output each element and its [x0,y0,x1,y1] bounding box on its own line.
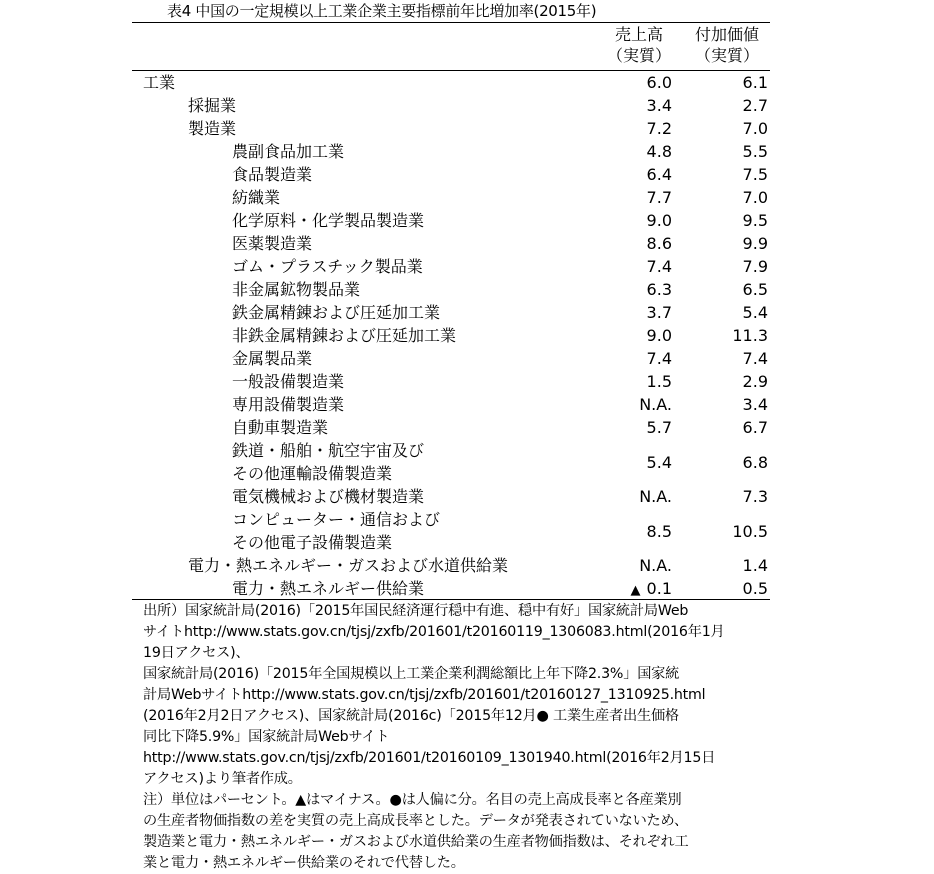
row-label [232,232,312,255]
row-label [232,255,423,278]
sales-value [592,393,672,416]
value-added-value: 9.5 [742,211,768,230]
source-note-line: (2016年2月2日アクセス)、国家統計局(2016c)「2015年12月● 工業生産者出生価格 [143,708,679,724]
table-row [0,577,934,600]
source-note-line: 19日アクセス)、 [143,645,250,661]
sales-value [592,485,672,508]
row-label [232,393,344,416]
remark-note-line: の生産者物価指数の差を実質の売上高成長率とした。データが発表されていないため、 [143,813,688,829]
table-row [0,370,934,393]
sales-number: N.A. [639,556,672,575]
sales-number: 7.7 [646,188,672,207]
value-added-value: 7.5 [742,165,768,184]
sales-value [592,255,672,278]
table-row [0,347,934,370]
sales-number: 1.5 [646,372,672,391]
sales-number: 3.4 [646,96,672,115]
table-row [0,71,934,94]
row-label-line1: 医薬製造業 [232,234,313,253]
source-note-line: サイトhttp://www.stats.gov.cn/tjsj/zxfb/201601/t20160119_1306083.html(2016年1月 [143,624,725,640]
sales-number: 8.5 [646,522,672,541]
remark-note-line: 注）単位はパーセント。▲はマイナス。●は人偏に分。名目の売上高成長率と各産業別 [143,792,682,808]
table-row [0,186,934,209]
row-label-line1: 農副食品加工業 [232,142,345,161]
sales-number: 8.6 [646,234,672,253]
source-note-line: http://www.stats.gov.cn/tjsj/zxfb/201601/t20160109_1301940.html(2016年2月15日 [143,750,716,766]
row-label-line1: 電力・熱エネルギー・ガスおよび水道供給業 [188,556,509,575]
row-label-line1: 紡織業 [232,188,281,207]
table-row [0,301,934,324]
minus-triangle-icon: ▲ [630,583,641,598]
sales-value [592,163,672,186]
sales-value [592,324,672,347]
row-label [232,370,344,393]
sales-number: 7.2 [646,119,672,138]
sales-value [592,186,672,209]
table-row [0,255,934,278]
sales-number: 9.0 [646,211,672,230]
table-row [0,94,934,117]
sales-number: 6.3 [646,280,672,299]
row-label [232,301,440,324]
sales-number: N.A. [639,395,672,414]
sales-number: 7.4 [646,257,672,276]
value-added-value: 7.3 [742,487,768,506]
row-label [232,324,456,347]
table-row [0,324,934,347]
notes [143,601,783,874]
row-label-line1: 鉄道・船舶・航空宇宙及び [232,441,425,460]
row-label-line1: 非金属鉱物製品業 [232,280,361,299]
row-label [232,416,328,439]
table-title: 表4 中国の一定規模以上工業企業主要指標前年比増加率(2015年) [167,2,597,20]
table-row [0,508,934,554]
sales-number: 9.0 [646,326,672,345]
column-header-value-added [682,24,772,66]
row-label [232,577,424,600]
sales-number: 7.4 [646,349,672,368]
table-row [0,140,934,163]
top-rule [132,22,770,23]
value-added-value: 6.8 [742,453,768,472]
source-note-line: アクセス)より筆者作成。 [143,771,302,787]
value-added-value: 11.3 [732,326,768,345]
sales-value [592,140,672,163]
source-note-line: 計局Webサイトhttp://www.stats.gov.cn/tjsj/zxfb/201601/t20160127_1310925.html [143,687,706,703]
sales-number: 6.4 [646,165,672,184]
table-row [0,209,934,232]
row-label [143,71,175,94]
sales-number: 6.0 [646,73,672,92]
value-added-value: 5.5 [742,142,768,161]
value-added-value: 0.5 [742,579,768,598]
row-label [232,508,440,554]
value-added-value: 9.9 [742,234,768,253]
value-added-value: 7.4 [742,349,768,368]
sales-value [592,209,672,232]
sales-value [592,278,672,301]
column-header-value-added-line2: （実質） [694,46,759,65]
value-added-value: 3.4 [742,395,768,414]
sales-number: 4.8 [646,142,672,161]
source-note-line: 出所）国家統計局(2016)「2015年国民経済運行穏中有進、穏中有好」国家統計局Web [143,603,689,619]
row-label-line1: 鉄金属精錬および圧延加工業 [232,303,441,322]
row-label [188,94,236,117]
source-note-line: 国家統計局(2016)「2015年全国規模以上工業企業利潤総額比上年下降2.3%」国家統 [143,666,680,682]
value-added-value: 10.5 [732,522,768,541]
sales-number: N.A. [639,487,672,506]
table-row [0,485,934,508]
row-label [232,163,312,186]
value-added-value: 7.0 [742,188,768,207]
sales-number: 0.1 [646,579,672,598]
remark-notes [143,790,783,874]
source-notes [143,601,783,790]
row-label-line1: 電気機械および機材製造業 [232,487,425,506]
row-label-line2: その他電子設備製造業 [232,533,393,552]
value-added-value: 5.4 [742,303,768,322]
sales-value [592,71,672,94]
column-header-sales-line1: 売上高 [614,25,663,44]
sales-value [592,94,672,117]
table-row [0,554,934,577]
sales-number: 5.4 [646,453,672,472]
row-label-line1: 自動車製造業 [232,418,329,437]
row-label [232,209,424,232]
row-label [188,117,236,140]
column-header-sales [598,24,680,66]
value-added-value: 7.0 [742,119,768,138]
row-label [232,485,424,508]
sales-value [592,370,672,393]
row-label-line1: 工業 [143,73,176,92]
row-label-line1: ゴム・プラスチック製品業 [232,257,423,276]
table-row [0,393,934,416]
sales-number: 5.7 [646,418,672,437]
sales-value [592,347,672,370]
table-row [0,439,934,485]
value-added-value: 2.7 [742,96,768,115]
row-label [232,140,344,163]
sales-value [592,520,672,543]
sales-number: 3.7 [646,303,672,322]
row-label-line1: 化学原料・化学製品製造業 [232,211,425,230]
row-label-line1: 採掘業 [188,96,237,115]
sales-value [592,301,672,324]
row-label-line1: 一般設備製造業 [232,372,345,391]
table-row [0,117,934,140]
column-header-value-added-line1: 付加価値 [694,25,759,44]
sales-value [592,232,672,255]
table-row [0,232,934,255]
table-row [0,163,934,186]
sales-value [592,416,672,439]
row-label-line1: 製造業 [188,119,237,138]
remark-note-line: 業と電力・熱エネルギー供給業のそれで代替した。 [143,855,465,871]
row-label [232,347,312,370]
table-row [0,278,934,301]
remark-note-line: 製造業と電力・熱エネルギー・ガスおよび水道供給業の生産者物価指数は、それぞれ工 [143,834,689,850]
table-row [0,416,934,439]
value-added-value: 2.9 [742,372,768,391]
sales-value [592,554,672,577]
row-label [232,439,424,485]
value-added-value: 1.4 [742,556,768,575]
value-added-value: 6.1 [742,73,768,92]
source-note-line: 同比下降5.9%」国家統計局Webサイト [143,729,390,745]
row-label-line1: 電力・熱エネルギー供給業 [232,579,425,598]
row-label-line1: 専用設備製造業 [232,395,345,414]
row-label [232,186,280,209]
sales-value [592,451,672,474]
sales-value [592,117,672,140]
bottom-rule [132,599,770,600]
row-label-line1: 食品製造業 [232,165,313,184]
column-header-sales-line2: （実質） [606,46,671,65]
row-label-line1: コンピューター・通信および [232,510,441,529]
row-label-line1: 金属製品業 [232,349,313,368]
row-label-line2: その他運輸設備製造業 [232,464,393,483]
value-added-value: 7.9 [742,257,768,276]
row-label [232,278,360,301]
value-added-value: 6.5 [742,280,768,299]
row-label-line1: 非鉄金属精錬および圧延加工業 [232,326,457,345]
value-added-value: 6.7 [742,418,768,437]
row-label [188,554,508,577]
